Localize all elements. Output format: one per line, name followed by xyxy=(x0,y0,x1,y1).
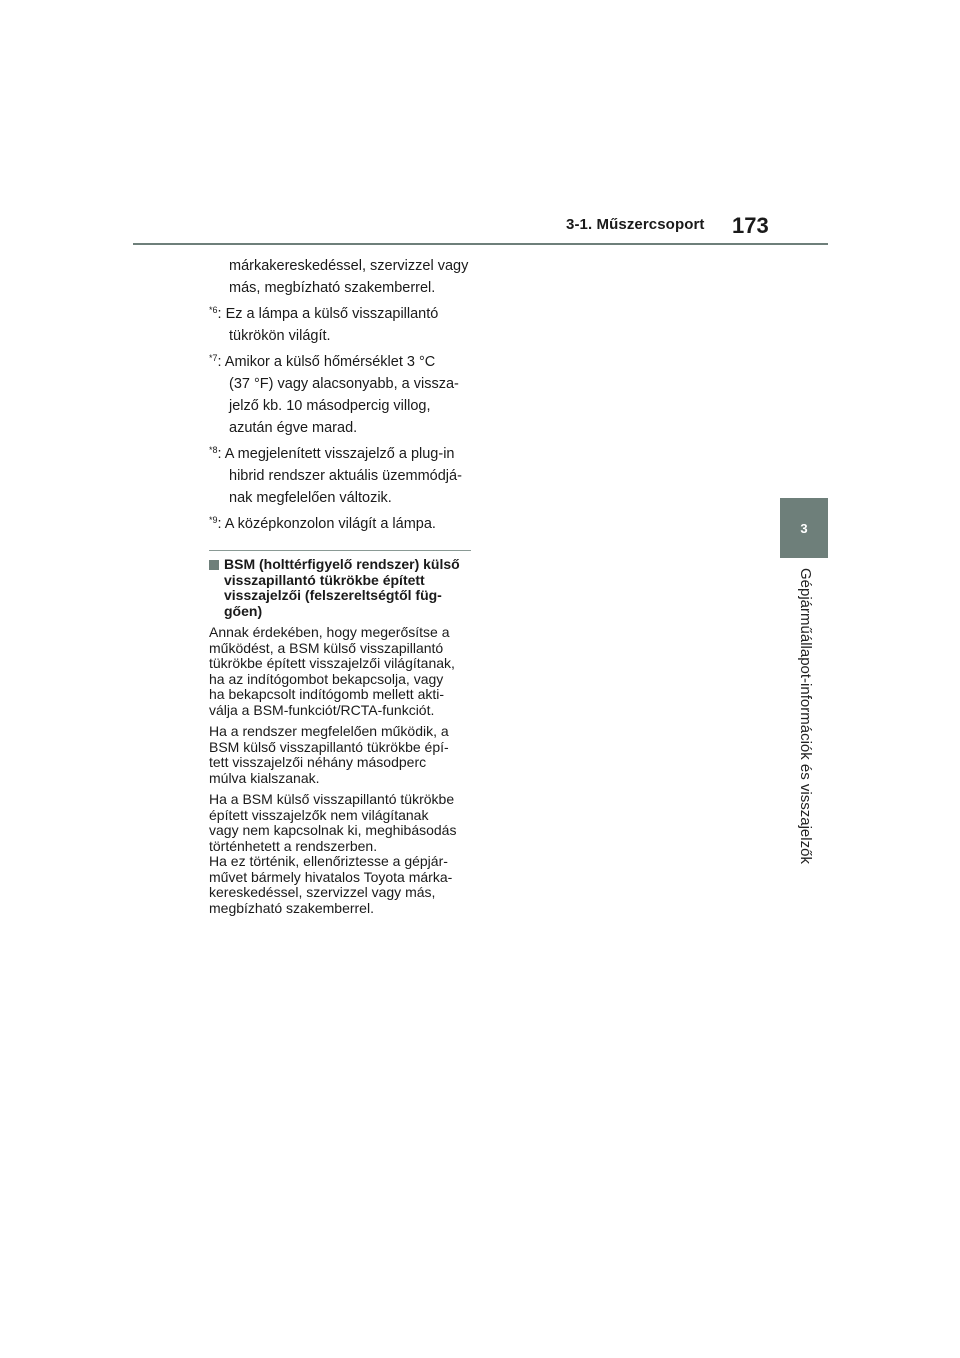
text-line: történhetett a rendszerben. xyxy=(209,837,378,854)
section-heading xyxy=(209,557,471,619)
footnote-6 xyxy=(209,303,471,347)
text-line: Ha ez történik, ellenőriztesse a gépjár- xyxy=(209,853,448,869)
footnote-text: jelző kb. 10 másodpercig villog, xyxy=(229,398,431,414)
section-title: 3-1. Műszercsoport xyxy=(566,216,705,233)
footnote-marker: *6 xyxy=(209,305,218,315)
page-number: 173 xyxy=(732,213,769,238)
footnote-marker: *7 xyxy=(209,353,218,363)
text-line: megbízható szakemberrel. xyxy=(209,899,374,916)
paragraph xyxy=(209,792,471,854)
paragraph xyxy=(209,724,471,786)
text-line: múlva kialszanak. xyxy=(209,769,320,786)
footnote-text: : Ez a lámpa a külső visszapillantó xyxy=(217,306,439,322)
footnote-text: nak megfelelően változik. xyxy=(229,490,392,506)
heading-line: BSM (holttérfigyelő rendszer) külső xyxy=(224,556,460,572)
footnote-text: (37 °F) vagy alacsonyabb, a vissza- xyxy=(229,376,459,392)
footnote-9 xyxy=(209,513,471,535)
footnote-text: : A megjelenített visszajelző a plug-in xyxy=(217,446,455,462)
text-line: művet bármely hivatalos Toyota márka- xyxy=(209,868,453,885)
text-line: válja a BSM-funkciót/RCTA-funkciót. xyxy=(209,701,435,718)
text-line: vagy nem kapcsolnak ki, meghibásodás xyxy=(209,822,457,838)
footnote-text: hibrid rendszer aktuális üzemmódjá- xyxy=(229,468,462,484)
text-line: Annak érdekében, hogy megerősítse a xyxy=(209,624,450,640)
footnote-text: : Amikor a külső hőmérséklet 3 °C xyxy=(217,354,436,370)
footnote-marker: *8 xyxy=(209,445,218,455)
footnote-7 xyxy=(209,351,471,439)
text-line: kereskedéssel, szervizzel vagy más, xyxy=(209,884,436,900)
chapter-side-title: Gépjárműállapot-információk és visszajelzők xyxy=(797,568,814,864)
paragraph xyxy=(209,625,471,718)
text-line: ha bekapcsolt indítógomb mellett akti- xyxy=(209,686,445,702)
text-line: tett visszajelzői néhány másodperc xyxy=(209,754,427,770)
section-divider xyxy=(209,550,471,551)
text-line: más, megbízható szakemberrel. xyxy=(229,280,436,296)
chapter-number: 3 xyxy=(800,520,808,536)
text-line: Ha a BSM külső visszapillantó tükrökbe xyxy=(209,791,455,807)
footnote-marker: *9 xyxy=(209,515,218,525)
heading-line: visszajelzői (felszereltségtől füg- xyxy=(224,587,442,603)
heading-line: gően) xyxy=(224,602,263,619)
text-line: BSM külső visszapillantó tükrökbe épí- xyxy=(209,738,449,755)
square-bullet-icon xyxy=(209,560,219,570)
text-line: márkakereskedéssel, szervizzel vagy xyxy=(229,258,469,274)
footnote-text: azután égve marad. xyxy=(229,420,358,436)
text-line: épített visszajelzők nem világítanak xyxy=(209,806,429,823)
continuation-text xyxy=(209,255,471,299)
footnote-text: tükrökön világít. xyxy=(229,328,331,344)
text-line: tükrökbe épített visszajelzői világítanak, xyxy=(209,655,455,671)
footnote-8 xyxy=(209,443,471,509)
text-line: Ha a rendszer megfelelően működik, a xyxy=(209,723,449,739)
paragraph xyxy=(209,854,471,916)
chapter-tab xyxy=(780,498,828,558)
main-column xyxy=(209,255,471,916)
heading-line: visszapillantó tükrökbe épített xyxy=(224,571,425,588)
text-line: működést, a BSM külső visszapillantó xyxy=(209,639,444,656)
text-line: ha az indítógombot bekapcsolja, vagy xyxy=(209,670,444,687)
footnote-text: : A középkonzolon világít a lámpa. xyxy=(217,516,436,532)
header-divider xyxy=(133,243,828,245)
